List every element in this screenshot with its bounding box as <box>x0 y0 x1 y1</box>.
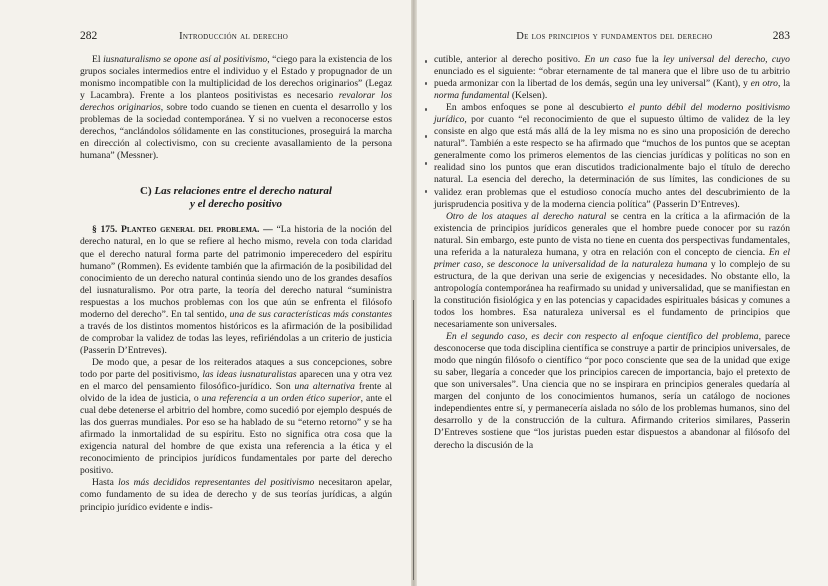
margin-marks <box>425 60 429 220</box>
section-heading-text1: Las relaciones entre el derecho natural <box>154 185 332 198</box>
gutter-shadow-line <box>413 300 414 580</box>
margin-mark <box>425 190 427 193</box>
text-run: Hasta <box>92 477 119 489</box>
text-run: , parece desconocerse que toda disciplina científica se construye a partir de principios universales, de modo que ningún filósofo o científico “por poco consciente que sea de la unidad que exige su saber, llegaría a conceder que los principios carecen de importancia, bajo el pretexto de que son universales”. Una ciencia que no se inspirara en principios generales quedaría al margen del conjunto de los conocimientos humanos, sería un catálogo de nociones independientes entre sí, y permanecería aislada no sólo de los problemas humanos, sino del desarrollo y de la construcción de la cultura. Afirmando criterios similares, Passerin D’Entreves sostiene que “los juristas pueden estar dispuestos a abandonar al filósofo del derecho la discusión de la <box>434 331 791 451</box>
text-run: enunciado es el siguiente: “obrar eternamente de tal manera que el libre uso de tu arbitrio pueda armonizar con la libertad de los demás, según una ley universal” (Kant), y <box>434 66 790 90</box>
italic-run: las ideas iusnaturalistas <box>202 368 297 380</box>
italic-run: Otro de los ataques al derecho natural <box>446 210 607 222</box>
text-run: , por cuanto “el reconocimiento de que el supuesto último de validez de la ley consiste en algo que está más allá de la ley misma no es sino una proposición de derecho natural”. También a este respecto se ha afirmado que “muchos de los puntos que se aceptan generalmente como los primeros elementos de las ciencias jurídicas y políticas no son en realidad sino los puntos que eran discutidos tradicionalmente bajo el título de derecho natural. La esencia del derecho, la determinación de sus límites, las condiciones de su validez eran problemas que el estudioso conocía mucho antes del descubrimiento de la jurisprudencia positiva y de la moderna ciencia política” (Passerin D’Entreves). <box>434 114 790 210</box>
left-paragraphs <box>80 54 392 162</box>
italic-run: En un caso <box>584 54 631 65</box>
left-page-body <box>80 54 392 514</box>
text-run: El <box>92 54 104 65</box>
paragraph <box>434 331 790 451</box>
margin-mark <box>425 162 427 165</box>
margin-mark <box>425 60 427 63</box>
paragraph <box>80 357 392 477</box>
italic-run: los más decididos representantes del positivismo <box>118 477 315 489</box>
italic-run: revalorar los derechos originarios <box>80 90 392 114</box>
left-page-header <box>80 30 392 44</box>
text-run: frente al olvido de la idea de justicia, o <box>80 381 393 405</box>
text-run: , ante el cual debe detenerse el arbitrio del hombre, como sucedió por ejemplo después de las dos guerras mundiales. Por eso se ha hablado de su “eterno retorno” y se ha afirmado la inmortalidad de su espíritu. Esto no significa otra cosa que la exigencia natural del hombre de que exista una referencia a la ética y el reconocimiento de principios jurídicos fundamentales por parte del derecho positivo. <box>80 393 392 477</box>
italic-run: una referencia a un orden ético superior <box>201 393 361 405</box>
paragraph-heading: § 175. Planteo general del problema. — <box>92 224 273 236</box>
italic-run: norma fundamental <box>434 90 510 102</box>
margin-mark <box>425 135 427 138</box>
text-run: (Kelsen). <box>509 90 548 102</box>
text-run: aparecen una y otra vez en el marco del pensamiento filosófico-jurídico. Son <box>80 368 392 393</box>
text-run: a través de los distintos momentos históricos es la afirmación de la posibilidad de comprobar la validez de todas las leyes, refiriéndolas a un criterio de justicia (Passerin D’Entreves). <box>80 320 392 356</box>
right-page-header <box>434 30 790 44</box>
paragraph <box>80 224 392 357</box>
text-run: , sobre todo cuando se tienen en cuenta el desarrollo y los problemas de la sociedad contemporánea. Y si no vuelven a reconocerse estos derechos, “anclándolos sólidamente en las constituciones, proseguirá la marcha en dirección al colectivismo, con su creciente avasallamiento de la persona humana” (Messner). <box>80 102 392 162</box>
paragraph <box>80 477 392 513</box>
italic-run: iusnaturalismo se opone así al positivismo <box>103 54 268 65</box>
paragraph <box>80 54 392 162</box>
paragraph <box>434 211 790 331</box>
paragraph <box>434 54 790 102</box>
right-page <box>414 0 828 586</box>
margin-mark <box>425 82 427 85</box>
italic-run: una alternativa <box>294 381 355 393</box>
paragraph <box>434 102 790 210</box>
right-page-number: 283 <box>772 30 790 42</box>
section-heading-line2: y el derecho positivo <box>190 198 282 211</box>
text-run: se centra en la crítica a la afirmación de la existencia de principios jurídicos generales que el hombre puede conocer por su razón natural. Sin embargo, este punto de vista no tiene en cuenta dos perspectivas fundamentales, una referida a la naturaleza humana, y otra en relación con el concepto de ciencia. <box>434 210 790 258</box>
text-run: De modo que, a pesar de los reiterados ataques a sus concepciones, sobre todo por parte del positivismo, <box>80 356 392 380</box>
left-page-number: 282 <box>80 30 98 42</box>
section-heading-line1 <box>80 185 392 198</box>
italic-run: el punto débil del moderno positivismo jurídico <box>434 102 790 126</box>
book-gutter <box>411 0 417 586</box>
italic-run: En el segundo caso, es decir con respecto al enfoque científico del problema <box>446 331 759 343</box>
text-run: “La historia de la noción del derecho natural, en lo que se refiere al hecho mismo, revela con toda claridad que el derecho natural forma parte del patrimonio imperecedero del espíritu humano” (Rommen). Es evidente también que la afirmación de la posibilidad del conocimiento de un derecho natural continúa siendo uno de los grandes desafíos del iusnaturalismo. Por otra parte, la teoría del derecho natural “suministra respuestas a los muchos problemas con los que aún se enfrenta el filósofo moderno del derecho”. En tal sentido, <box>80 224 392 320</box>
section-heading <box>80 185 392 211</box>
left-paragraphs-after <box>80 224 392 513</box>
text-run: En ambos enfoques se pone al descubierto <box>446 102 629 114</box>
text-run: necesitaron apelar, como fundamento de su idea de derecho y de sus teorías jurídicas, a algún principio jurídico evidente e indis- <box>80 477 392 513</box>
text-run: cutible, anterior al derecho positivo. <box>434 54 585 65</box>
italic-run: en otro <box>750 78 778 90</box>
right-running-title: De los principios y fundamentos del derecho <box>516 31 713 42</box>
text-run: y lo complejo de su estructura, de la que derivan una serie de exigencias y necesidades. No obstante ello, la antropología contemporánea ha reafirmado su unidad y universalidad, que se manifiestan en la constitución fisiológica y en las potencias y capacidades espirituales básicas y comunes a todos los hombres. Esa naturaleza universal es el fundamento de principios que necesariamente son universales. <box>434 258 790 331</box>
text-run: , la <box>777 78 790 90</box>
margin-mark <box>425 108 427 111</box>
text-run: , “ciego para la existencia de los grupos sociales intermedios entre el individuo y el Estado y propugnador de un monismo incompatible con la multiplicidad de los derechos originarios” (Legaz y Lacambra). Frente a los planteos positivistas es necesario <box>80 54 392 102</box>
text-run: fue la <box>630 54 664 65</box>
italic-run: una de sus características más constantes <box>229 308 392 320</box>
italic-run: En el primer caso, se desconoce la universalidad de la naturaleza humana <box>434 246 790 270</box>
right-paragraphs <box>434 54 790 452</box>
left-running-title: Introducción al derecho <box>179 31 289 42</box>
right-page-body <box>434 54 790 452</box>
section-heading-letter: C) <box>140 185 152 198</box>
italic-run: ley universal del derecho, cuyo <box>663 54 790 65</box>
